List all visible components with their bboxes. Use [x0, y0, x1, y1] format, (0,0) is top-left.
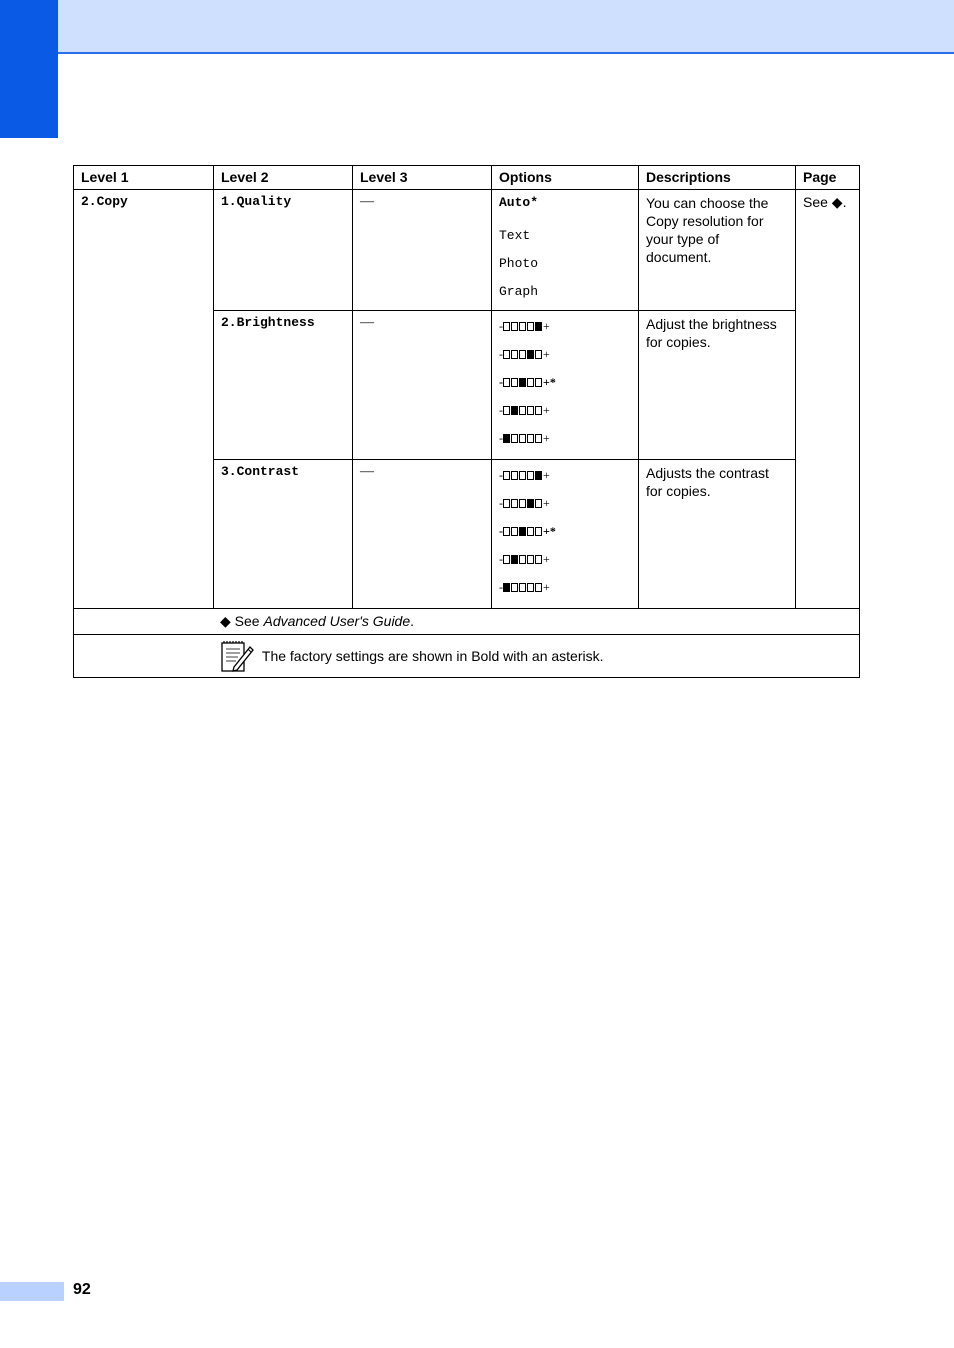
empty-square-icon: [527, 583, 534, 592]
empty-square-icon: [535, 406, 542, 415]
table-row: [74, 190, 860, 311]
level1-copy: 2.Copy: [74, 190, 214, 609]
level-sign: +: [543, 524, 550, 538]
level-sign: -: [499, 524, 503, 538]
empty-square-icon: [511, 434, 518, 443]
level-sign: *: [549, 375, 556, 389]
empty-square-icon: [535, 583, 542, 592]
level-option: [499, 464, 631, 492]
guide-title: Advanced User's Guide: [263, 613, 411, 629]
level2-quality: 1.Quality: [214, 190, 353, 311]
description-contrast: [639, 460, 796, 609]
empty-square-icon: [527, 322, 534, 331]
empty-square-icon: [503, 555, 510, 564]
empty-square-icon: [535, 378, 542, 387]
level-sign: +: [543, 580, 550, 594]
note: [74, 635, 860, 678]
empty-square-icon: [503, 527, 510, 536]
filled-square-icon: [527, 350, 534, 359]
filled-square-icon: [503, 583, 510, 592]
filled-square-icon: [511, 406, 518, 415]
level-option: [499, 427, 631, 455]
level-sign: +: [543, 431, 550, 445]
chapter-tab: [0, 0, 58, 138]
header-band: [58, 0, 954, 54]
empty-square-icon: [535, 499, 542, 508]
level3-contrast: —: [353, 460, 492, 609]
level-option: [499, 548, 631, 576]
col-header-level2: Level 2: [214, 166, 353, 190]
empty-square-icon: [527, 555, 534, 564]
description-brightness: [639, 311, 796, 460]
option-auto: Auto*: [499, 195, 539, 210]
empty-square-icon: [503, 322, 510, 331]
level-sign: +: [543, 347, 550, 361]
level3-quality: —: [353, 190, 492, 311]
empty-square-icon: [503, 471, 510, 480]
diamond-icon: ◆: [220, 613, 231, 629]
level-sign: -: [499, 468, 503, 482]
empty-square-icon: [527, 471, 534, 480]
options-quality: [492, 190, 639, 311]
filled-square-icon: [511, 555, 518, 564]
empty-square-icon: [519, 434, 526, 443]
level-sign: -: [499, 347, 503, 361]
page-number: 92: [73, 1281, 91, 1298]
empty-square-icon: [535, 350, 542, 359]
empty-square-icon: [511, 499, 518, 508]
empty-square-icon: [527, 527, 534, 536]
level-option: [499, 315, 631, 343]
empty-square-icon: [503, 406, 510, 415]
level-sign: -: [499, 580, 503, 594]
filled-square-icon: [519, 527, 526, 536]
level-option: [499, 520, 631, 548]
level-sign: -: [499, 375, 503, 389]
empty-square-icon: [519, 583, 526, 592]
option-graph: Graph: [499, 284, 539, 299]
empty-square-icon: [519, 555, 526, 564]
empty-square-icon: [503, 378, 510, 387]
empty-square-icon: [527, 378, 534, 387]
empty-square-icon: [511, 378, 518, 387]
empty-square-icon: [519, 406, 526, 415]
footnote-row: [74, 609, 860, 635]
level-option: [499, 492, 631, 520]
col-header-level1: Level 1: [74, 166, 214, 190]
note-pencil-icon: [220, 639, 254, 673]
level-sign: +: [543, 319, 550, 333]
empty-square-icon: [527, 434, 534, 443]
footnote-prefix: See: [234, 613, 260, 629]
description-text: Adjust the brightness for copies.: [646, 316, 777, 350]
empty-square-icon: [503, 350, 510, 359]
col-header-options: Options: [492, 166, 639, 190]
empty-square-icon: [511, 471, 518, 480]
col-header-descriptions: Descriptions: [639, 166, 796, 190]
option-text: Text: [499, 228, 531, 243]
col-header-level3: Level 3: [353, 166, 492, 190]
menu-table: [73, 165, 860, 678]
level-sign: *: [549, 524, 556, 538]
level-sign: +: [543, 403, 550, 417]
options-contrast: [492, 460, 639, 609]
filled-square-icon: [519, 378, 526, 387]
level-sign: -: [499, 431, 503, 445]
note-row: [74, 635, 860, 678]
empty-square-icon: [535, 434, 542, 443]
empty-square-icon: [535, 555, 542, 564]
empty-square-icon: [519, 471, 526, 480]
page-ref: See ◆.: [796, 190, 860, 609]
level-sign: +: [543, 552, 550, 566]
filled-square-icon: [535, 471, 542, 480]
empty-square-icon: [535, 527, 542, 536]
footer-bar: [0, 1282, 64, 1301]
level-option: [499, 343, 631, 371]
description-quality: [639, 190, 796, 311]
level2-contrast: 3.Contrast: [214, 460, 353, 609]
level-option: [499, 576, 631, 604]
level-option: [499, 399, 631, 427]
empty-square-icon: [511, 583, 518, 592]
note-text: The factory settings are shown in Bold with an asterisk.: [261, 648, 604, 664]
level-sign: +: [543, 496, 550, 510]
empty-square-icon: [527, 406, 534, 415]
col-header-page: Page: [796, 166, 860, 190]
empty-square-icon: [519, 322, 526, 331]
level-sign: -: [499, 403, 503, 417]
filled-square-icon: [535, 322, 542, 331]
empty-square-icon: [511, 322, 518, 331]
level3-brightness: —: [353, 311, 492, 460]
empty-square-icon: [511, 527, 518, 536]
level-sign: +: [543, 375, 550, 389]
option-photo: Photo: [499, 256, 539, 271]
description-text: You can choose the Copy resolution for your type of document.: [646, 195, 769, 265]
level-option: [499, 371, 631, 399]
level-sign: -: [499, 552, 503, 566]
level-sign: +: [543, 468, 550, 482]
empty-square-icon: [519, 499, 526, 508]
empty-square-icon: [511, 350, 518, 359]
footnote: [74, 609, 860, 635]
empty-square-icon: [519, 350, 526, 359]
level-sign: -: [499, 496, 503, 510]
footnote-suffix: .: [410, 613, 415, 629]
table-header-row: [74, 166, 860, 190]
empty-square-icon: [503, 499, 510, 508]
level-sign: -: [499, 319, 503, 333]
filled-square-icon: [527, 499, 534, 508]
level2-brightness: 2.Brightness: [214, 311, 353, 460]
options-brightness: [492, 311, 639, 460]
filled-square-icon: [503, 434, 510, 443]
description-text: Adjusts the contrast for copies.: [646, 465, 769, 499]
